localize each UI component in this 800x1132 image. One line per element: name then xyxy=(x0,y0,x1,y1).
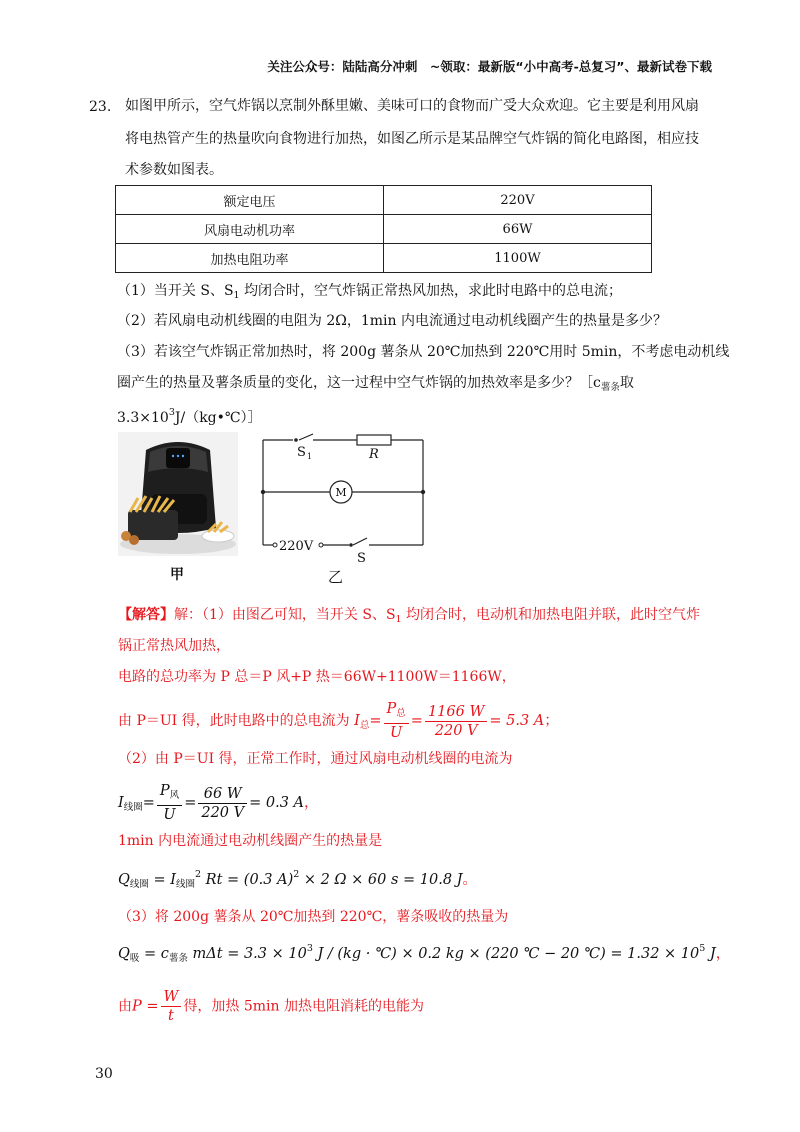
motor-label: M xyxy=(335,486,347,499)
air-fryer-photo xyxy=(118,432,238,556)
answer-line-8: $Q_{线圈} = I_{线圈}^2$ Rt = (0.3 A)$^2$ × 2 Ω × 60 s = 10.8 J。 xyxy=(118,869,477,890)
answer-line-1: 【解答】解：（1）由图乙可知，当开关 S、$S_1$ 均闭合时，电动机和加热电阻并联，此时空气炸 xyxy=(118,607,701,625)
answer-line-9: （3）将 200g 薯条从 20℃加热到 220℃，薯条吸收的热量为 xyxy=(118,909,509,925)
table-cell-value: 66W xyxy=(384,215,652,244)
page-number: 30 xyxy=(95,1066,113,1082)
part-3-line-1: （3）若该空气炸锅正常加热时，将 200g 薯条从 20℃加热到 220℃用时 5min，不考虑电动机线 xyxy=(117,344,730,360)
part-1: （1）当开关 S、$S_1$ 均闭合时，空气炸锅正常热风加热，求此时电路中的总电流； xyxy=(117,283,623,301)
table-cell-value: 1100W xyxy=(384,244,652,273)
part-3-line-2: 圈产生的热量及薯条质量的变化，这一过程中空气炸锅的加热效率是多少？$[c_{薯条}$取 xyxy=(117,375,634,393)
switch-s-label: S xyxy=(357,551,366,566)
circuit-diagram xyxy=(255,428,435,588)
table-cell-label: 额定电压 xyxy=(116,186,384,215)
table-row xyxy=(116,244,652,273)
part-3-line-3: $3.3\times 10^3J/(kg•℃)]$ xyxy=(117,407,262,426)
question-line-3: 术参数如图表。 xyxy=(125,162,223,178)
answer-line-11: 由P = $\frac{W}{t}$ 得，加热 5min 加热电阻消耗的电能为 xyxy=(118,989,424,1024)
question-number: 23. xyxy=(89,99,112,115)
table-cell-label: 风扇电动机功率 xyxy=(116,215,384,244)
answer-line-2: 锅正常热风加热， xyxy=(118,638,230,654)
figure-yi-caption: 乙 xyxy=(328,568,344,586)
table-cell-value: 220V xyxy=(384,186,652,215)
answer-line-3: 电路的总功率为 P 总＝P 风+P 热＝66W+1100W＝1166W， xyxy=(118,669,516,685)
table-row xyxy=(116,186,652,215)
source-label: 220V xyxy=(279,539,314,554)
answer-line-5: （2）由 P＝UI 得，正常工作时，通过风扇电动机线圈的电流为 xyxy=(118,751,513,767)
spec-table xyxy=(115,185,652,273)
answer-line-4: 由 P＝UI 得，此时电路中的总电流为 $I_总=$ $\frac{P_总}{U}$ = $\frac{1166 W}{220 V}$ = 5.3 A； xyxy=(118,701,559,741)
page-header: 关注公众号：陆陆高分冲刺 ~领取：最新版“小中高考-总复习”、最新试卷下载 xyxy=(267,59,712,74)
answer-tag: 【解答】 xyxy=(118,607,174,623)
answer-line-6: $I_{线圈}=$ $\frac{P_风}{U}$ = $\frac{66 W}{220 V}$ = 0.3 A， xyxy=(118,783,319,823)
table-cell-label: 加热电阻功率 xyxy=(116,244,384,273)
switch-s1-subscript: 1 xyxy=(307,452,313,461)
switch-s1-label: S xyxy=(297,445,306,460)
question-line-1: 如图甲所示，空气炸锅以烹制外酥里嫩、美味可口的食物而广受大众欢迎。它主要是利用风扇 xyxy=(125,98,699,114)
question-line-2: 将电热管产生的热量吹向食物进行加热，如图乙所示是某品牌空气炸锅的简化电路图，相应技 xyxy=(125,131,699,147)
part-2: （2）若风扇电动机线圈的电阻为 2Ω，1min 内电流通过电动机线圈产生的热量是多少？ xyxy=(117,313,667,329)
answer-line-7: 1min 内电流通过电动机线圈产生的热量是 xyxy=(118,833,383,849)
table-row xyxy=(116,215,652,244)
resistor-label: R xyxy=(369,447,379,462)
figure-jia-caption: 甲 xyxy=(170,567,184,583)
answer-line-10: $Q_吸 = c_{薯条}$ $m\Delta t = 3.3 \times 10^3$ J / (kg · ℃) × 0.2 kg × (220 ℃ − 20 ℃) = $1.32 \times 10^5$ J， xyxy=(118,943,731,964)
